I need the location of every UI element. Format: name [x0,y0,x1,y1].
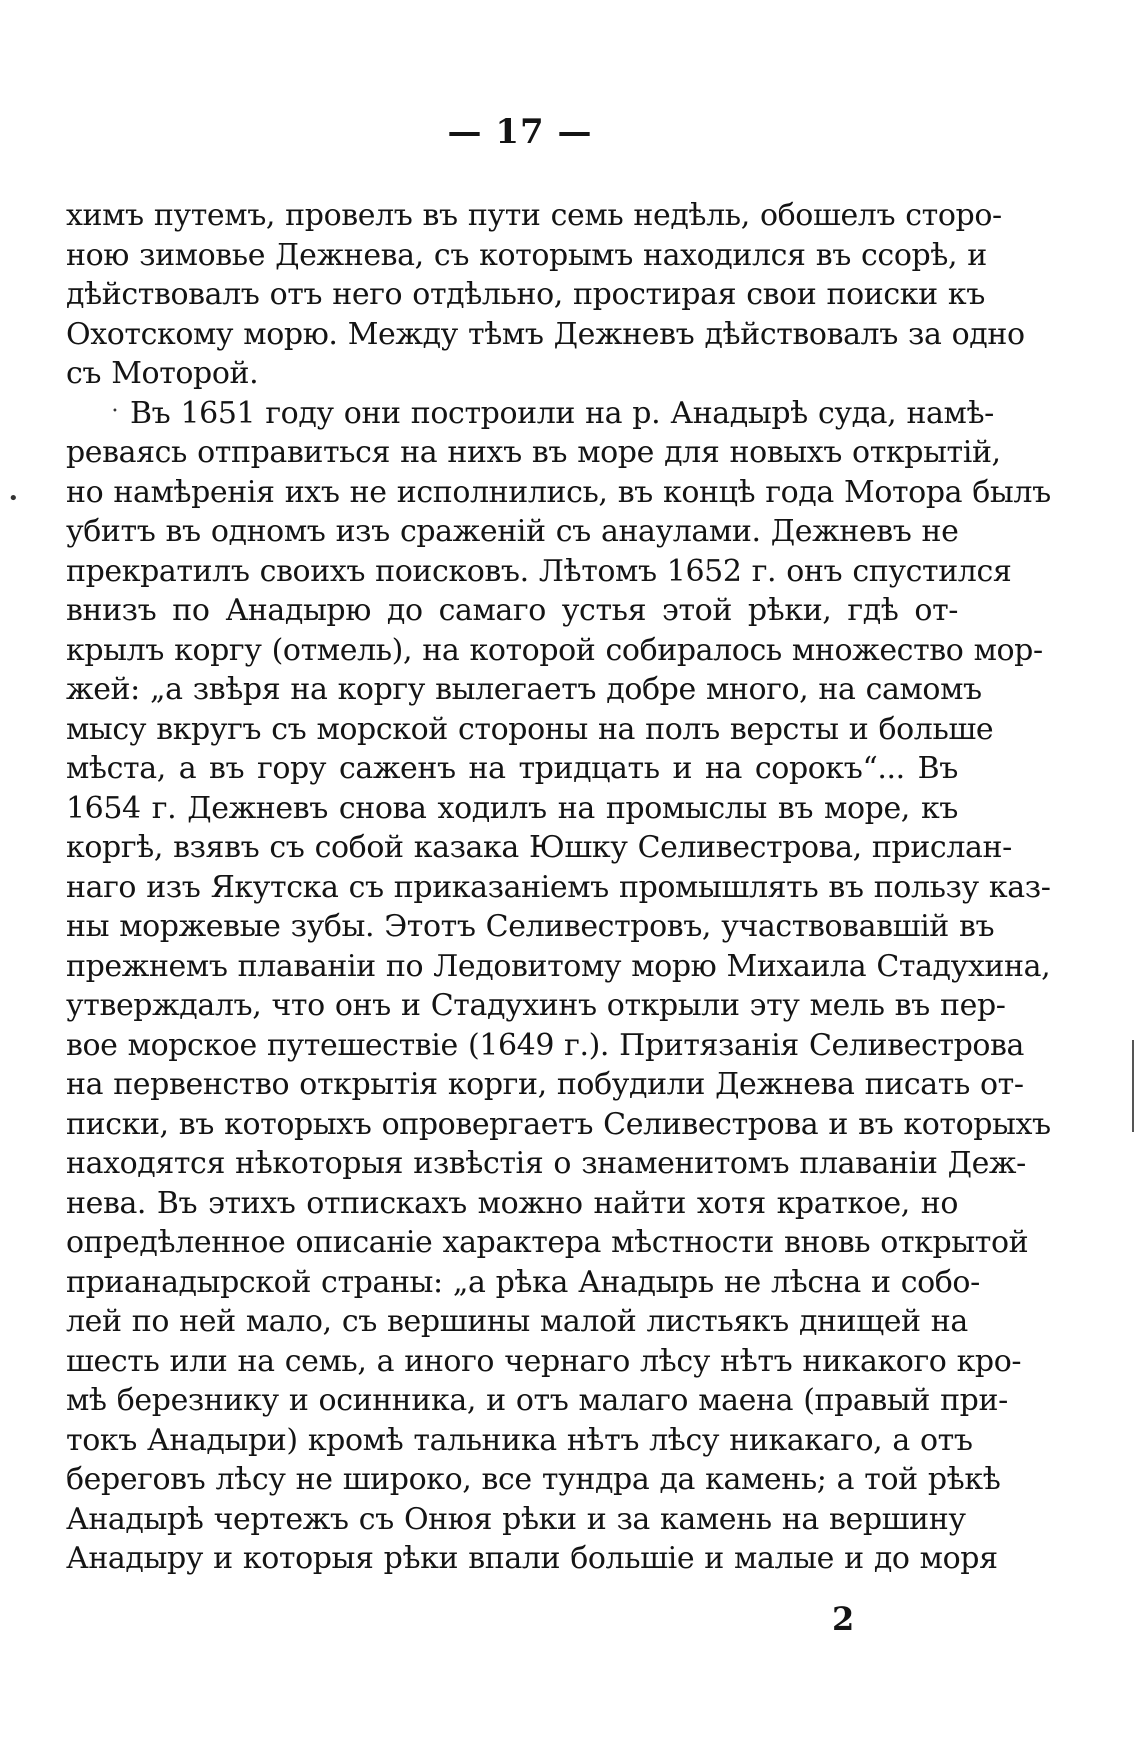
signature-mark: 2 [832,1600,855,1638]
text-line: ны моржевые зубы. Этотъ Селивестровъ, участвовавшій въ [66,909,995,944]
text-line: химъ путемъ, провелъ въ пути семь недѣль, обошелъ сторо- [66,198,1002,233]
text-line: береговъ лѣсу не широко, все тундра да камень; а той рѣкѣ [66,1462,1001,1497]
paragraph-start-line: Въ 1651 году они построили на р. Анадырѣ суда, намѣ- [130,395,994,431]
text-line: прежнемъ плаваніи по Ледовитому морю Михаила Стадухина, [66,948,1051,984]
text-line: но намѣренія ихъ не исполнились, въ концѣ года Мотора былъ [66,474,1051,510]
text-line: мѣста, а въ гору саженъ на тридцать и на сорокъ“... Въ [66,751,958,786]
text-line: наго изъ Якутска съ приказаніемъ промышлять въ пользу каз- [66,869,1051,905]
text-line: шесть или на семь, а иного чернаго лѣсу нѣтъ никакого кро- [66,1343,1022,1379]
text-line: мѣ березнику и осинника, и отъ малаго маена (правый при- [66,1383,1008,1418]
text-line: 1654 г. Дежневъ снова ходилъ на промыслы въ море, къ [66,790,958,826]
text-line: писки, въ которыхъ опровергаетъ Селивестрова и въ которыхъ [66,1106,1051,1142]
text-line: вое морское путешествіе (1649 г.). Притязанія Селивестрова [66,1027,1025,1063]
text-line: Анадыру и которыя рѣки впали большіе и малые и до моря [66,1541,998,1576]
text-line: нева. Въ этихъ отпискахъ можно найти хотя краткое, но [66,1185,958,1221]
text-line: Охотскому морю. Между тѣмъ Дежневъ дѣйствовалъ за одно [66,316,1025,352]
body-text [66,196,1051,1579]
text-line: внизъ по Анадырю до самаго устья этой рѣки, гдѣ от- [66,593,958,628]
text-line: прианадырской страны: „а рѣка Анадырь не лѣсна и собо- [66,1264,980,1300]
text-line: убитъ въ одномъ изъ сраженій съ анаулами. Дежневъ не [66,514,959,549]
text-line: опредѣленное описаніе характера мѣстности вновь открытой [66,1225,1029,1260]
text-line: коргѣ, взявъ съ собой казака Юшку Селивестрова, прислан- [66,830,1012,865]
text-line: Анадырѣ чертежъ съ Онюя рѣки и за камень на вершину [66,1501,966,1537]
text-line: крылъ коргу (отмель), на которой собиралось множество мор- [66,632,1043,668]
text-line: находятся нѣкоторыя извѣстія о знаменитомъ плаваніи Деж- [66,1146,1026,1181]
text-line: утверждалъ, что онъ и Стадухинъ открыли эту мель въ пер- [66,988,1006,1023]
text-line: съ Моторой. [66,356,259,391]
text-line: на первенство открытія корги, побудили Дежнева писать от- [66,1067,1024,1102]
margin-speck: • [8,488,19,509]
page-number: — 17 — [447,112,593,152]
text-line: лей по ней мало, съ вершины малой листьякъ днищей на [66,1304,968,1339]
text-line: жей: „а звѣря на коргу вылегаетъ добре много, на самомъ [66,672,982,707]
text-line: прекратилъ своихъ поисковъ. Лѣтомъ 1652 г. онъ спустился [66,553,1012,589]
text-line: токъ Анадыри) кромѣ тальника нѣтъ лѣсу никакаго, а отъ [66,1422,973,1458]
text-line: реваясь отправиться на нихъ въ море для новыхъ открытій, [66,435,1001,470]
text-line: ною зимовье Дежнева, съ которымъ находился въ ссорѣ, и [66,237,987,273]
text-line: дѣйствовалъ отъ него отдѣльно, простирая свои поиски къ [66,277,985,312]
text-line: мысу вкругъ съ морской стороны на полъ версты и больше [66,711,994,747]
margin-speck: • [112,406,118,417]
page-edge-mark [1132,1040,1134,1132]
